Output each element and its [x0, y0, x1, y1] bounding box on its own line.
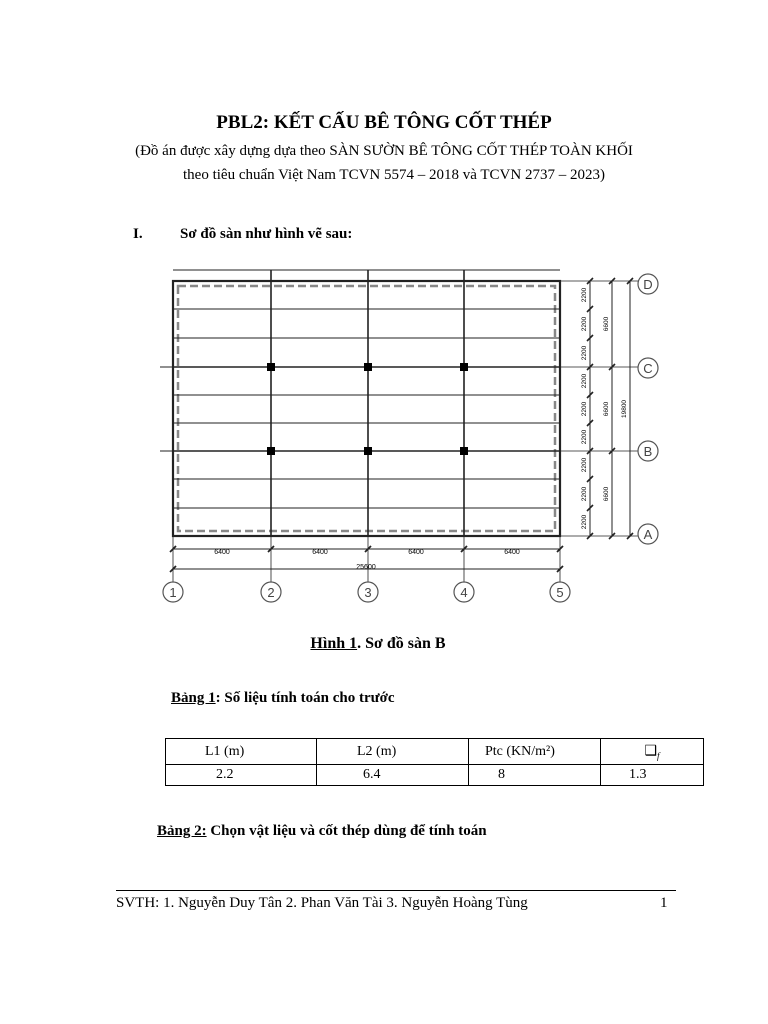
gamma-symbol: ❑ — [644, 743, 658, 759]
table2-caption — [157, 823, 487, 840]
table-header-l1: L1 (m) — [166, 739, 317, 765]
table-header-row — [166, 739, 704, 765]
span-dim-3: 6400 — [408, 549, 424, 556]
document-subtitle-line2: theo tiêu chuẩn Việt Nam TCVN 5574 – 2018 và TCVN 2737 – 2023) — [183, 167, 605, 183]
total-width-dim: 25600 — [356, 564, 376, 571]
axis-label-4: 4 — [460, 585, 468, 600]
table-header-l2: L2 (m) — [317, 739, 469, 765]
document-title: PBL2: KẾT CẤU BÊ TÔNG CỐT THÉP — [216, 112, 552, 133]
table-row — [166, 765, 704, 786]
table-cell-l1: 2.2 — [166, 765, 317, 786]
table-header-ptc: Ptc (KN/m²) — [469, 739, 601, 765]
figure-label: Hình 1 — [310, 635, 358, 652]
sub-dim-2: 2200 — [581, 316, 588, 332]
axis-label-c: C — [643, 361, 653, 376]
span-dim-4: 6400 — [504, 549, 520, 556]
gamma-subscript: f — [657, 750, 660, 761]
axis-label-b: B — [643, 444, 653, 459]
page-number: 1 — [660, 895, 668, 911]
section-heading: Sơ đồ sàn như hình vẽ sau: — [180, 226, 353, 242]
table1-caption-text: : Số liệu tính toán cho trước — [215, 690, 395, 706]
table1-label: Bảng 1 — [171, 690, 216, 706]
input-data-table — [165, 738, 704, 786]
plan-structure — [160, 270, 638, 582]
footer-divider — [116, 890, 676, 891]
sub-dim-1: 2200 — [581, 287, 588, 303]
table-cell-l2: 6.4 — [317, 765, 469, 786]
figure-caption — [0, 635, 756, 653]
sub-dim-8: 2200 — [581, 486, 588, 502]
floor-plan-drawing — [150, 262, 700, 612]
axis-label-1: 1 — [169, 585, 177, 600]
span-dim-1: 6400 — [214, 549, 230, 556]
total-height-dim: 19800 — [621, 399, 628, 419]
sub-dim-7: 2200 — [581, 457, 588, 473]
section-number: I. — [133, 226, 143, 242]
bay-dim-2: 6600 — [603, 401, 610, 417]
sub-dim-4: 2200 — [581, 373, 588, 389]
table2-caption-text: Chọn vật liệu và cốt thép dùng để tính toán — [206, 823, 487, 839]
sub-dim-6: 2200 — [581, 429, 588, 445]
bay-dim-1: 6600 — [603, 316, 610, 332]
axis-label-d: D — [643, 277, 653, 292]
axis-label-a: A — [643, 527, 653, 542]
table2-label: Bảng 2: — [157, 823, 207, 839]
table-header-gamma-f — [601, 739, 704, 765]
bay-dim-3: 6600 — [603, 486, 610, 502]
table1-caption — [171, 690, 395, 707]
sub-dim-3: 2200 — [581, 345, 588, 361]
span-dim-2: 6400 — [312, 549, 328, 556]
table-cell-gamma-f: 1.3 — [601, 765, 704, 786]
axis-label-2: 2 — [267, 585, 275, 600]
table-cell-ptc: 8 — [469, 765, 601, 786]
sub-dim-9: 2200 — [581, 514, 588, 530]
axis-label-5: 5 — [556, 585, 564, 600]
sub-dim-5: 2200 — [581, 401, 588, 417]
axis-label-3: 3 — [364, 585, 372, 600]
document-subtitle-line1: (Đồ án được xây dựng dựa theo SÀN SƯỜN BÊ TÔNG CỐT THÉP TOÀN KHỐI — [135, 143, 633, 159]
figure-caption-text: . Sơ đồ sàn B — [357, 635, 446, 652]
footer-authors: SVTH: 1. Nguyễn Duy Tân 2. Phan Văn Tài 3. Nguyễn Hoàng Tùng — [116, 895, 528, 911]
